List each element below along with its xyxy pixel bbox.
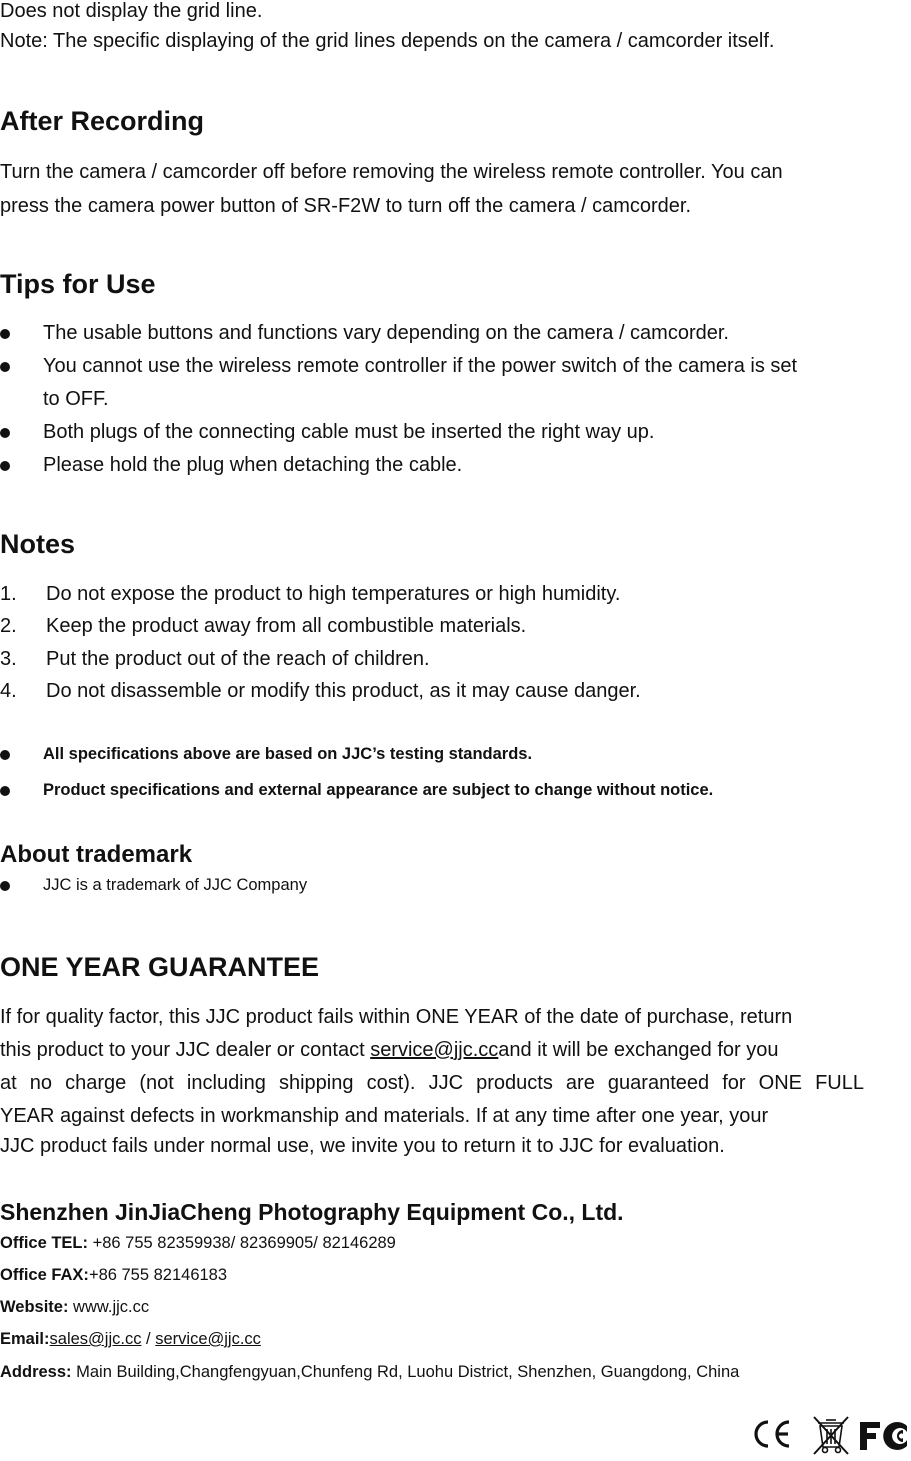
after-recording-line-2: press the camera power button of SR-F2W to turn off the camera / camcorder. bbox=[0, 195, 692, 217]
notes-item: Keep the product away from all combustible materials. bbox=[46, 615, 527, 637]
service-email-link[interactable]: service@jjc.cc bbox=[155, 1330, 261, 1348]
bullet-icon bbox=[0, 329, 10, 339]
bullet-icon bbox=[0, 362, 10, 372]
guarantee-line-2 bbox=[0, 1033, 778, 1067]
email-separator: / bbox=[141, 1330, 156, 1348]
tips-item: You cannot use the wireless remote controller if the power switch of the camera is set bbox=[43, 355, 798, 377]
after-recording-heading: After Recording bbox=[0, 106, 205, 136]
notes-number: 4. bbox=[0, 680, 17, 702]
notes-number: 1. bbox=[0, 583, 17, 605]
office-tel-value: +86 755 82359938/ 82369905/ 82146289 bbox=[88, 1234, 396, 1252]
sales-email-link[interactable]: sales@jjc.cc bbox=[49, 1330, 142, 1348]
tips-item: Both plugs of the connecting cable must be inserted the right way up. bbox=[43, 421, 655, 443]
after-recording-line-1: Turn the camera / camcorder off before removing the wireless remote controller. You can bbox=[0, 161, 783, 183]
tips-list bbox=[0, 316, 880, 486]
tips-item: Please hold the plug when detaching the cable. bbox=[43, 454, 463, 476]
company-name: Shenzhen JinJiaCheng Photography Equipment Co., Ltd. bbox=[0, 1199, 624, 1225]
guarantee-text: this product to your JJC dealer or contact bbox=[0, 1039, 371, 1061]
tips-heading: Tips for Use bbox=[0, 269, 156, 299]
bullet-icon bbox=[0, 428, 10, 438]
notes-list bbox=[0, 577, 880, 712]
notes-item: Do not expose the product to high temperatures or high humidity. bbox=[46, 583, 621, 605]
trademark-item: JJC is a trademark of JJC Company bbox=[43, 876, 308, 894]
office-tel-label: Office TEL: bbox=[0, 1234, 89, 1252]
website-value[interactable]: www.jjc.cc bbox=[68, 1298, 150, 1316]
intro-note: Note: The specific displaying of the grid lines depends on the camera / camcorder itself. bbox=[0, 30, 775, 52]
service-email-link[interactable]: service@jjc.cc bbox=[370, 1039, 499, 1061]
intro-line-1: Does not display the grid line. bbox=[0, 0, 263, 22]
email-label: Email: bbox=[0, 1330, 50, 1348]
ce-mark-icon bbox=[756, 1422, 789, 1446]
guarantee-line-3: at no charge (not including shipping cost). JJC products are guaranteed for ONE FULL bbox=[0, 1072, 864, 1094]
weee-bin-icon bbox=[814, 1417, 848, 1454]
address-value: Main Building,Changfengyuan,Chunfeng Rd, Luohu District, Shenzhen, Guangdong, China bbox=[71, 1363, 740, 1381]
notes-number: 2. bbox=[0, 615, 17, 637]
office-fax-value: +86 755 82146183 bbox=[88, 1266, 228, 1284]
website-label: Website: bbox=[0, 1298, 69, 1316]
guarantee-heading: ONE YEAR GUARANTEE bbox=[0, 952, 320, 982]
bullet-icon bbox=[0, 461, 10, 471]
trademark-heading: About trademark bbox=[0, 841, 193, 868]
tips-item: The usable buttons and functions vary depending on the camera / camcorder. bbox=[43, 322, 729, 344]
notes-heading: Notes bbox=[0, 529, 76, 559]
certification-marks-graphic bbox=[748, 1414, 908, 1456]
website bbox=[0, 1298, 149, 1317]
spec-disclaimer-item: All specifications above are based on JJC’s testing standards. bbox=[43, 745, 533, 763]
guarantee-line-4: YEAR against defects in workmanship and materials. If at any time after one year, your bbox=[0, 1105, 769, 1127]
bullet-icon bbox=[0, 786, 10, 796]
office-fax bbox=[0, 1266, 227, 1285]
address bbox=[0, 1363, 739, 1382]
notes-item: Do not disassemble or modify this product, as it may cause danger. bbox=[46, 680, 641, 702]
office-tel bbox=[0, 1234, 396, 1253]
tips-item-continued: to OFF. bbox=[43, 388, 109, 410]
bullet-icon bbox=[0, 750, 10, 760]
guarantee-line-1: If for quality factor, this JJC product fails within ONE YEAR of the date of purchase, return bbox=[0, 1006, 793, 1028]
spec-disclaimer-list bbox=[0, 742, 880, 802]
spec-disclaimer-item: Product specifications and external appearance are subject to change without notice. bbox=[43, 781, 714, 799]
guarantee-line-5: JJC product fails under normal use, we invite you to return it to JJC for evaluation. bbox=[0, 1135, 725, 1157]
guarantee-text: and it will be exchanged for you bbox=[498, 1039, 779, 1061]
bullet-icon bbox=[0, 881, 10, 891]
fcc-mark-icon bbox=[860, 1422, 907, 1450]
email bbox=[0, 1330, 261, 1349]
office-fax-label: Office FAX: bbox=[0, 1266, 89, 1284]
notes-item: Put the product out of the reach of children. bbox=[46, 648, 430, 670]
address-label: Address: bbox=[0, 1363, 72, 1381]
certification-marks bbox=[748, 1414, 908, 1456]
notes-number: 3. bbox=[0, 648, 17, 670]
